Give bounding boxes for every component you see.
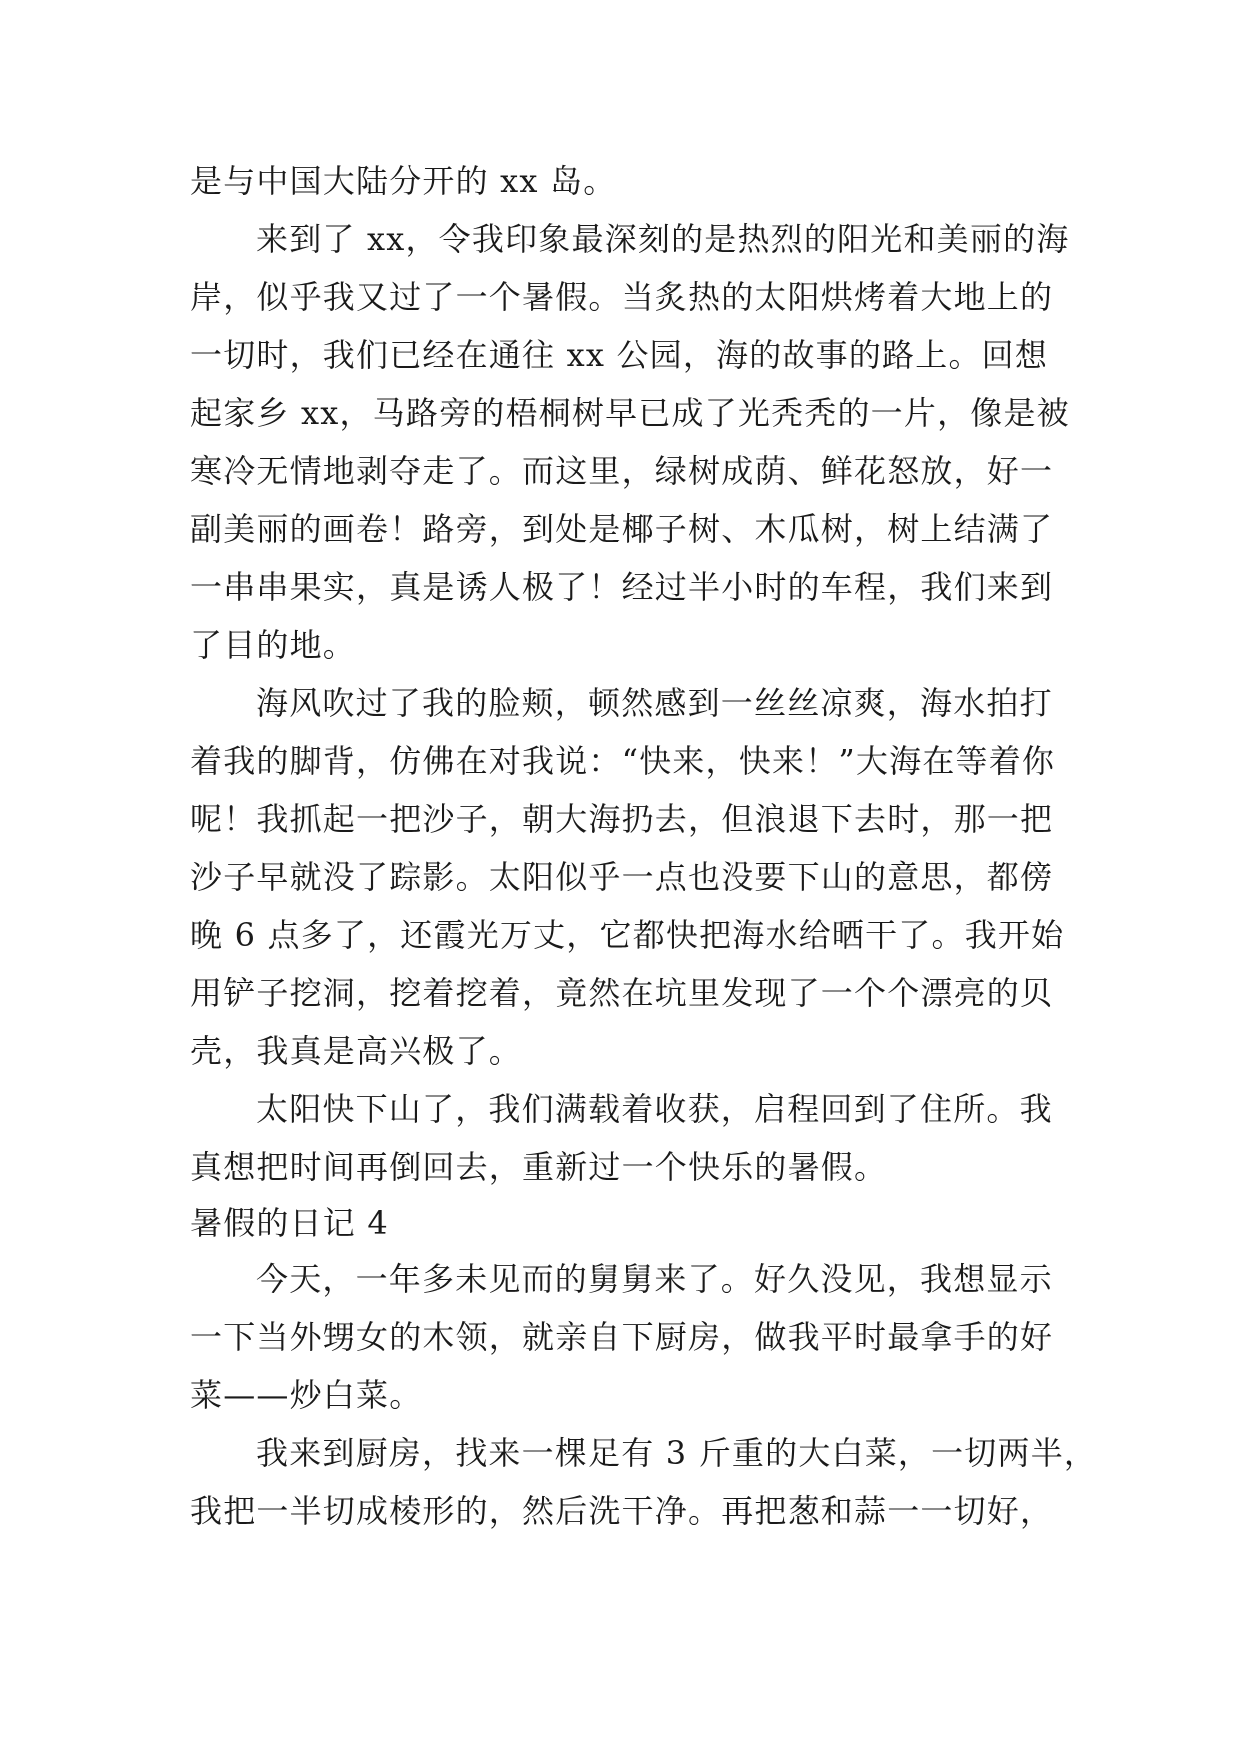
text-line: 了目的地。	[190, 626, 357, 664]
text-line: 岸，似乎我又过了一个暑假。当炙热的太阳烘烤着大地上的	[190, 278, 1054, 316]
paragraph-start-line: 海风吹过了我的脸颊，顿然感到一丝丝凉爽，海水拍打	[256, 684, 1053, 722]
paragraph-start-line: 来到了 xx，令我印象最深刻的是热烈的阳光和美丽的海	[256, 220, 1070, 258]
text-line: 菜——炒白菜。	[190, 1376, 423, 1414]
text-line: 晚 6 点多了，还霞光万丈，它都快把海水给晒干了。我开始	[190, 916, 1065, 954]
text-line: 用铲子挖洞，挖着挖着，竟然在坑里发现了一个个漂亮的贝	[190, 974, 1054, 1012]
text-line: 沙子早就没了踪影。太阳似乎一点也没要下山的意思，都傍	[190, 858, 1054, 896]
text-line: 副美丽的画卷！路旁，到处是椰子树、木瓜树，树上结满了	[190, 510, 1054, 548]
document-page	[190, 152, 1098, 1540]
text-line: 一下当外甥女的木领，就亲自下厨房，做我平时最拿手的好	[190, 1318, 1054, 1356]
text-line: 一串串果实，真是诱人极了！经过半小时的车程，我们来到	[190, 568, 1054, 606]
text-line: 一切时，我们已经在通往 xx 公园，海的故事的路上。回想	[190, 336, 1049, 374]
text-line: 壳，我真是高兴极了。	[190, 1032, 523, 1070]
text-line: 呢！我抓起一把沙子，朝大海扔去，但浪退下去时，那一把	[190, 800, 1054, 838]
text-line: 真想把时间再倒回去，重新过一个快乐的暑假。	[190, 1148, 888, 1186]
text-line: 起家乡 xx，马路旁的梧桐树早已成了光秃秃的一片，像是被	[190, 394, 1070, 432]
text-line: 我把一半切成棱形的，然后洗干净。再把葱和蒜一一切好，	[190, 1492, 1054, 1530]
text-line: 是与中国大陆分开的 xx 岛。	[190, 162, 617, 200]
text-line: 寒冷无情地剥夺走了。而这里，绿树成荫、鲜花怒放，好一	[190, 452, 1054, 490]
section-heading: 暑假的日记 4	[190, 1204, 389, 1242]
paragraph-start-line: 今天，一年多未见而的舅舅来了。好久没见，我想显示	[256, 1260, 1053, 1298]
text-line: 着我的脚背，仿佛在对我说：“快来，快来！”大海在等着你	[190, 742, 1056, 780]
paragraph-start-line: 我来到厨房，找来一棵足有 3 斤重的大白菜，一切两半，	[256, 1434, 1098, 1472]
paragraph-start-line: 太阳快下山了，我们满载着收获，启程回到了住所。我	[256, 1090, 1053, 1128]
